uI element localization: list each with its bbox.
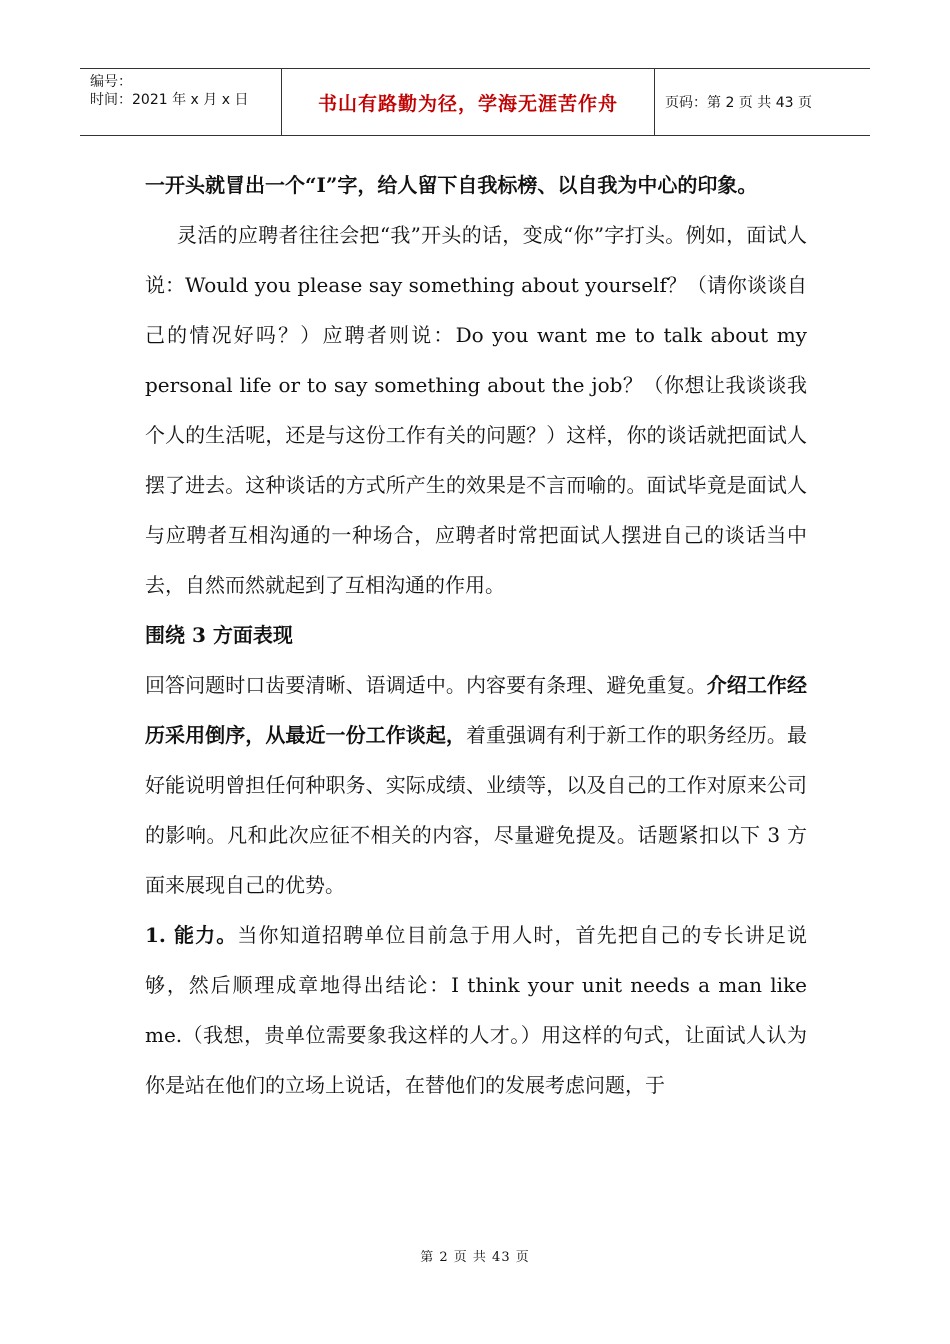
paragraph-4-label: 1. 能力。 xyxy=(145,923,238,947)
header-page-info: 页码：第 2 页 共 43 页 xyxy=(665,95,812,111)
header-motto: 书山有路勤为径，学海无涯苦作舟 xyxy=(282,69,655,135)
document-header xyxy=(80,68,870,136)
paragraph-3 xyxy=(145,660,807,910)
paragraph-4-text: 当你知道招聘单位目前急于用人时，首先把自己的专长讲足说够，然后顺理成章地得出结论：I think your unit needs a man like me.（我想，贵单位需要象我这样的人才。）用这样的句式，让面试人认为你是站在他们的立场上说话，在替他们的发展考虑问题，于 xyxy=(145,923,808,1097)
paragraph-3-rest: 着重强调有利于新工作的职务经历。最好能说明曾担任何种职务、实际成绩、业绩等，以及自己的工作对原来公司的影响。凡和此次应征不相关的内容，尽量避免提及。话题紧扣以下 3 方面来展现自己的优势。 xyxy=(145,723,807,897)
paragraph-3-emphasis: 介绍工作经历采用倒序，从最近一份工作谈起， xyxy=(145,673,807,747)
number-label: 编号： xyxy=(90,74,132,90)
paragraph-4 xyxy=(145,910,807,1110)
paragraph-2: 灵活的应聘者往往会把“我”开头的话，变成“你”字打头。例如，面试人说：Would you please say something about yourself？（请你谈谈自己的情况好吗？）应聘者则说：Do you want me to talk about my personal life or to say something about the job？（你想让我谈谈我个人的生活呢，还是与这份工作有关的问题？）这样，你的谈话就把面试人摆了进去。这种谈话的方式所产生的效果是不言而喻的。面试毕竟是面试人与应聘者互相沟通的一种场合，应聘者时常把面试人摆进自己的谈话当中去，自然而然就起到了互相沟通的作用。 xyxy=(145,223,807,597)
paragraph-1: 一开头就冒出一个“I”字，给人留下自我标榜、以自我为中心的印象。 xyxy=(145,173,758,197)
header-meta xyxy=(80,69,282,135)
document-body xyxy=(145,160,807,1110)
time-label: 时间：2021 年 x 月 x 日 xyxy=(90,92,249,108)
section-heading: 围绕 3 方面表现 xyxy=(145,623,293,647)
page-footer: 第 2 页 共 43 页 xyxy=(420,1250,530,1265)
paragraph-3-intro: 回答问题时口齿要清晰、语调适中。内容要有条理、避免重复。 xyxy=(145,673,707,697)
